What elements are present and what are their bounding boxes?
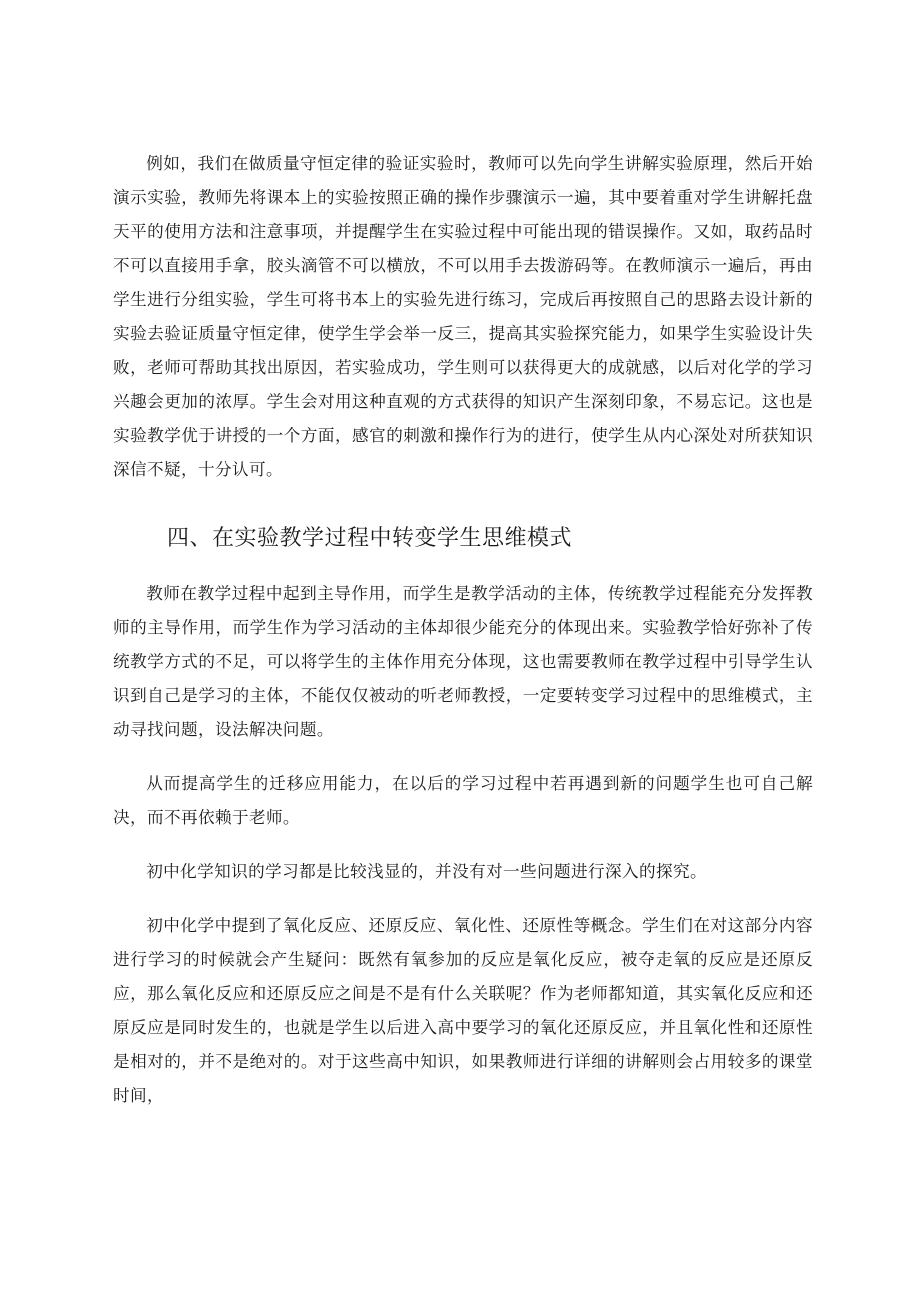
paragraph-teacher-role: 教师在教学过程中起到主导作用，而学生是教学活动的主体，传统教学过程能充分发挥教师的主导作用，而学生作为学习活动的主体却很少能充分的体现出来。实验教学恰好弥补了传统教学方式的不足，可以将学生的主体作用充分体现，这也需要教师在教学过程中引导学生认识到自己是学习的主体，不能仅仅被动的听老师教授，一定要转变学习过程中的思维模式，主动寻找问题，设法解决问题。	[113, 584, 813, 739]
paragraph-transfer-ability: 从而提高学生的迁移应用能力，在以后的学习过程中若再遇到新的问题学生也可自己解决，而不再依赖于老师。	[113, 774, 813, 827]
document-body	[113, 147, 813, 1113]
paragraph-redox-concepts: 初中化学中提到了氧化反应、还原反应、氧化性、还原性等概念。学生们在对这部分内容进行学习的时候就会产生疑问：既然有氧参加的反应是氧化反应，被夺走氧的反应是还原反应，那么氧化反应和还原反应之间是不是有什么关联呢？作为老师都知道，其实氧化反应和还原反应是同时发生的，也就是学生以后进入高中要学习的氧化还原反应，并且氧化性和还原性是相对的，并不是绝对的。对于这些高中知识，如果教师进行详细的讲解则会占用较多的课堂时间，	[113, 916, 813, 1105]
section-heading: 四、在实验教学过程中转变学生思维模式	[167, 526, 573, 551]
paragraph-junior-chemistry: 初中化学知识的学习都是比较浅显的，并没有对一些问题进行深入的探究。	[146, 862, 707, 881]
paragraph-experiment-example: 例如，我们在做质量守恒定律的验证实验时，教师可以先向学生讲解实验原理，然后开始演示实验，教师先将课本上的实验按照正确的操作步骤演示一遍，其中要着重对学生讲解托盘天平的使用方法和注意事项，并提醒学生在实验过程中可能出现的错误操作。又如，取药品时不可以直接用手拿，胶头滴管不可以横放，不可以用手去拨游码等。在教师演示一遍后，再由学生进行分组实验，学生可将书本上的实验先进行练习，完成后再按照自己的思路去设计新的实验去验证质量守恒定律，使学生学会举一反三，提高其实验探究能力，如果学生实验设计失败，老师可帮助其找出原因，若实验成功，学生则可以获得更大的成就感，以后对化学的学习兴趣会更加的浓厚。学生会对用这种直观的方式获得的知识产生深刻印象，不易忘记。这也是实验教学优于讲授的一个方面，感官的刺激和操作行为的进行，使学生从内心深处对所获知识深信不疑，十分认可。	[113, 154, 813, 479]
